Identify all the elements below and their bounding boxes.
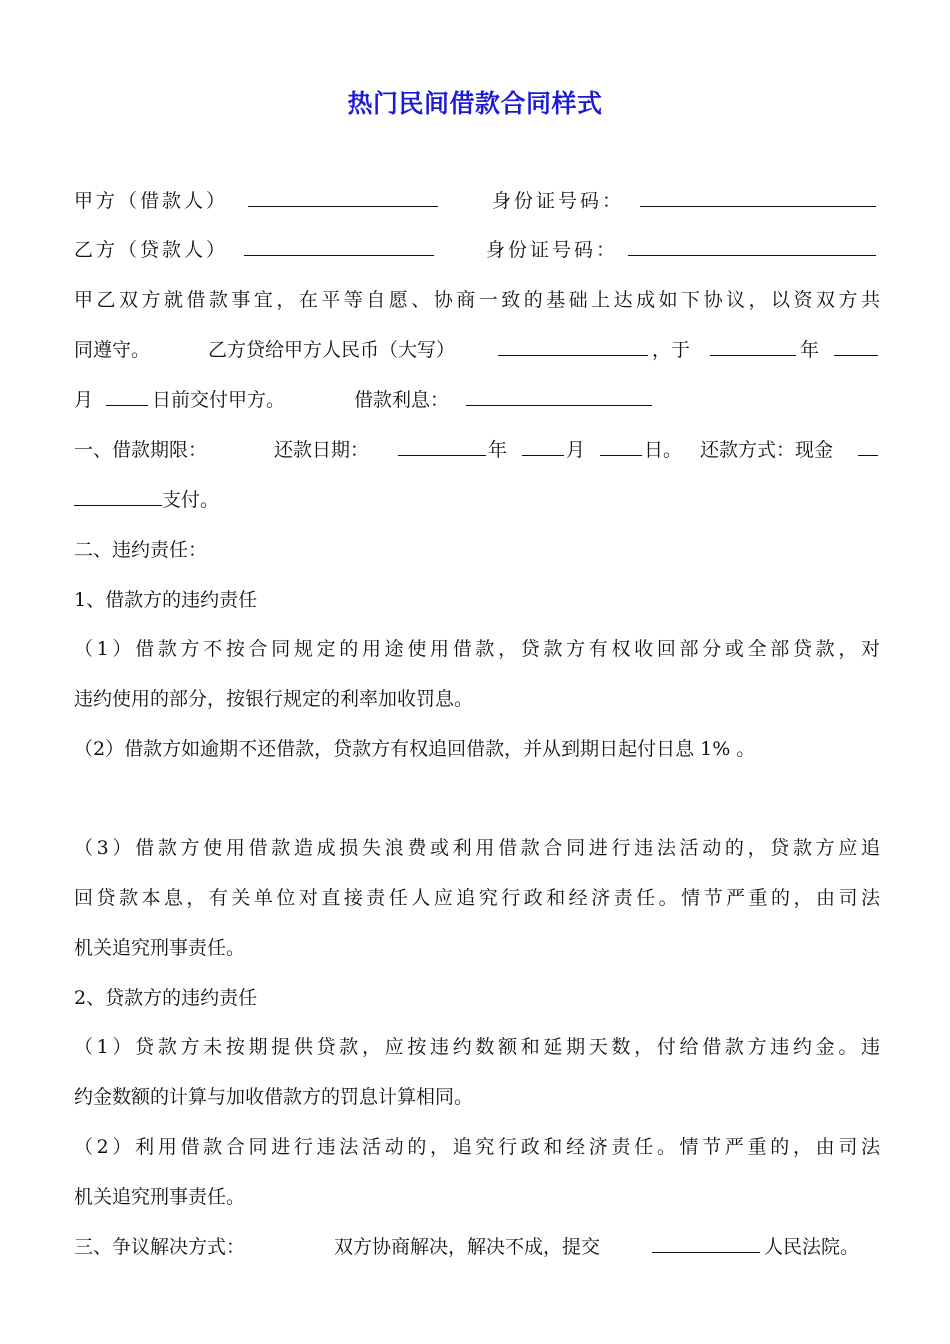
borrower-clause-3-line-1: （3）借款方使用借款造成损失浪费或利用借款合同进行违法活动的，贷款方应追	[74, 837, 880, 859]
party-a-id-label: 身份证号码：	[492, 190, 625, 212]
section-2-heading: 二、违约责任：	[74, 539, 208, 561]
party-b-label: 乙方（贷款人）	[74, 239, 229, 261]
lender-clause-2-line-1: （2）利用借款合同进行违法活动的，追究行政和经济责任。情节严重的，由司法	[74, 1136, 880, 1158]
amount-blank[interactable]	[498, 335, 648, 365]
page-title: 热门民间借款合同样式	[347, 89, 603, 118]
repay-month: 月	[566, 439, 586, 461]
intro-deliver: 日前交付甲方。	[152, 389, 286, 411]
party-a-row	[74, 186, 880, 216]
intro-agree: 同遵守。	[74, 339, 151, 361]
section-1-row	[74, 435, 880, 465]
intro-line-2	[74, 335, 880, 365]
section-1-heading: 一、借款期限：	[74, 439, 208, 461]
intro-month: 月	[74, 389, 94, 411]
intro-line-3	[74, 385, 880, 415]
lender-clause-1-line-2: 约金数额的计算与加收借款方的罚息计算相同。	[74, 1086, 474, 1108]
lender-clause-1-line-1: （1）贷款方未按期提供贷款，应按违约数额和延期天数，付给借款方违约金。违	[74, 1036, 880, 1058]
intro-amount-label: 乙方贷给甲方人民币（大写）	[208, 339, 456, 361]
borrower-clause-3-line-3: 机关追究刑事责任。	[74, 937, 246, 959]
party-b-id-label: 身份证号码：	[486, 239, 619, 261]
borrower-clause-1-line-1: （1）借款方不按合同规定的用途使用借款，贷款方有权收回部分或全部贷款，对	[74, 638, 880, 660]
repay-day: 日。	[644, 439, 683, 461]
borrower-clause-3-line-2: 回贷款本息，有关单位对直接责任人应追究行政和经济责任。情节严重的，由司法	[74, 887, 880, 909]
interest-blank[interactable]	[466, 385, 652, 415]
interest-label: 借款利息：	[354, 389, 450, 411]
party-a-id-blank[interactable]	[640, 186, 876, 216]
repay-day-blank[interactable]	[600, 435, 642, 465]
repay-year-blank[interactable]	[398, 435, 486, 465]
intro-line-1: 甲乙双方就借款事宜，在平等自愿、协商一致的基础上达成如下协议，以资双方共	[74, 289, 880, 311]
dispute-text: 双方协商解决，解决不成，提交	[334, 1236, 601, 1258]
section-1-row-2	[74, 485, 880, 515]
party-b-name-blank[interactable]	[244, 235, 434, 265]
section-3-heading: 三、争议解决方式：	[74, 1236, 246, 1258]
borrower-heading: 1、借款方的违约责任	[74, 589, 258, 611]
intro-year: 年	[800, 339, 820, 361]
repay-pay-suffix: 支付。	[162, 489, 220, 511]
borrower-clause-2-line-1: （2）借款方如逾期不还借款，贷款方有权追回借款，并从到期日起付日息 1% 。	[74, 738, 756, 760]
repay-method-blank-b[interactable]	[74, 485, 162, 515]
party-a-name-blank[interactable]	[248, 186, 438, 216]
intro-on: ，于	[652, 339, 691, 361]
deliver-month-blank-a[interactable]	[834, 335, 878, 365]
party-b-id-blank[interactable]	[628, 235, 876, 265]
dispute-court: 人民法院。	[764, 1236, 860, 1258]
court-blank[interactable]	[652, 1232, 760, 1262]
repay-method-blank-a[interactable]	[858, 435, 878, 465]
repay-year: 年	[488, 439, 508, 461]
deliver-day-blank[interactable]	[106, 385, 148, 415]
repay-month-blank[interactable]	[522, 435, 564, 465]
party-b-row	[74, 235, 880, 265]
repay-method-label: 还款方式：现金	[700, 439, 834, 461]
deliver-year-blank[interactable]	[710, 335, 796, 365]
section-3-row	[74, 1232, 880, 1262]
lender-clause-2-line-2: 机关追究刑事责任。	[74, 1186, 246, 1208]
lender-heading: 2、贷款方的违约责任	[74, 987, 258, 1009]
party-a-label: 甲方（借款人）	[74, 190, 229, 212]
repay-date-label: 还款日期：	[274, 439, 370, 461]
borrower-clause-1-line-2: 违约使用的部分，按银行规定的利率加收罚息。	[74, 688, 474, 710]
